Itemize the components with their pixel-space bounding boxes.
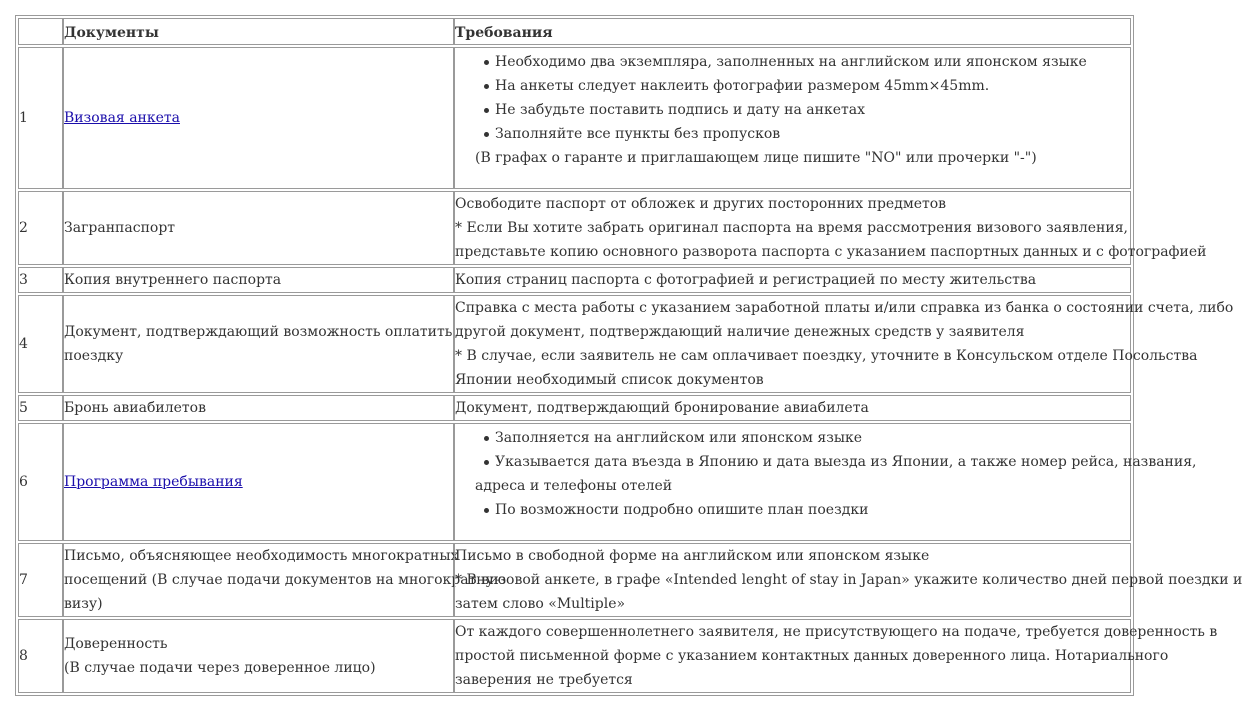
document-name: Письмо, объясняющее необходимость многократных bbox=[64, 548, 459, 564]
document-name: Доверенность bbox=[64, 636, 168, 652]
row-number: 5 bbox=[19, 400, 28, 416]
row-7-req-cell bbox=[454, 543, 1242, 617]
row-6-req-cell bbox=[454, 423, 1197, 541]
document-name: поездку bbox=[64, 348, 124, 364]
row-1-num-cell bbox=[18, 47, 63, 189]
header-requirements: Требования bbox=[455, 25, 553, 41]
bullet-icon bbox=[484, 508, 489, 513]
row-6-num-cell bbox=[18, 423, 63, 541]
list-item: Указывается дата въезда в Японию и дата выезда из Японии, а также номер рейса, названия, bbox=[495, 454, 1197, 470]
requirement-text: Документ, подтверждающий бронирование авиабилета bbox=[455, 400, 869, 416]
row-8-req-cell bbox=[454, 619, 1218, 693]
row-8-num-cell bbox=[18, 619, 63, 693]
row-number: 1 bbox=[19, 110, 28, 126]
requirement-text: Освободите паспорт от обложек и других посторонних предметов bbox=[455, 196, 947, 212]
list-item: На анкеты следует наклеить фотографии размером 45mm×45mm. bbox=[495, 78, 990, 94]
header-num-cell bbox=[18, 18, 63, 45]
document-name: (В случае подачи через доверенное лицо) bbox=[64, 660, 376, 676]
bullet-icon bbox=[484, 108, 489, 113]
list-item: Заполняется на английском или японском языке bbox=[495, 430, 863, 446]
requirement-text: Копия страниц паспорта с фотографией и регистрацией по месту жительства bbox=[455, 272, 1037, 288]
row-1-doc-cell bbox=[63, 47, 454, 189]
row-4-num-cell bbox=[18, 295, 63, 393]
requirement-text: * В визовой анкете, в графе «Intended lenght of stay in Japan» укажите количество дней первой поездки и bbox=[455, 572, 1242, 588]
row-8-doc-cell bbox=[63, 619, 454, 693]
requirement-text: простой письменной форме с указанием контактных данных доверенного лица. Нотариального bbox=[455, 648, 1169, 664]
row-5-doc-cell bbox=[63, 395, 454, 421]
requirement-text: * В случае, если заявитель не сам оплачивает поездку, уточните в Консульском отделе Посольства bbox=[455, 348, 1198, 364]
list-item: По возможности подробно опишите план поездки bbox=[495, 502, 869, 518]
row-number: 8 bbox=[19, 648, 28, 664]
bullet-icon bbox=[484, 132, 489, 137]
list-item: Не забудьте поставить подпись и дату на анкетах bbox=[495, 102, 866, 118]
requirement-text: * Если Вы хотите забрать оригинал паспорта на время рассмотрения визового заявления, bbox=[455, 220, 1128, 236]
stay-program-link[interactable]: Программа пребывания bbox=[64, 474, 243, 490]
document-name: визу) bbox=[64, 596, 103, 612]
list-item: Необходимо два экземпляра, заполненных на английском или японском языке bbox=[495, 54, 1087, 70]
requirement-text: Письмо в свободной форме на английском или японском языке bbox=[455, 548, 930, 564]
requirement-text: Японии необходимый список документов bbox=[455, 372, 764, 388]
row-2-doc-cell bbox=[63, 191, 454, 265]
requirement-text: Справка с места работы с указанием заработной платы и/или справка из банка о состоянии счета, либо bbox=[455, 300, 1234, 316]
bullet-icon bbox=[484, 84, 489, 89]
header-documents: Документы bbox=[64, 25, 159, 41]
visa-application-link[interactable]: Визовая анкета bbox=[64, 110, 180, 126]
document-name: Копия внутреннего паспорта bbox=[64, 272, 282, 288]
requirement-text: затем слово «Multiple» bbox=[455, 596, 626, 612]
document-table bbox=[15, 15, 1242, 696]
row-number: 2 bbox=[19, 220, 28, 236]
list-item-continuation: адреса и телефоны отелей bbox=[475, 478, 673, 494]
row-1-req-cell bbox=[454, 47, 1131, 189]
note-text: (В графах о гаранте и приглашающем лице пишите "NO" или прочерки "-") bbox=[475, 150, 1037, 166]
document-name: Бронь авиабилетов bbox=[64, 400, 206, 416]
row-7-num-cell bbox=[18, 543, 63, 617]
row-number: 4 bbox=[19, 336, 28, 352]
header-documents-cell bbox=[63, 18, 454, 45]
bullet-icon bbox=[484, 460, 489, 465]
row-number: 6 bbox=[19, 474, 28, 490]
document-name: Загранпаспорт bbox=[64, 220, 176, 236]
requirement-text: другой документ, подтверждающий наличие денежных средств у заявителя bbox=[455, 324, 1025, 340]
row-3-req-cell bbox=[454, 267, 1131, 293]
row-5-num-cell bbox=[18, 395, 63, 421]
row-2-req-cell bbox=[454, 191, 1207, 265]
document-name: Документ, подтверждающий возможность оплатить bbox=[64, 324, 453, 340]
row-7-doc-cell bbox=[63, 543, 507, 617]
bullet-icon bbox=[484, 60, 489, 65]
bullet-icon bbox=[484, 436, 489, 441]
row-4-doc-cell bbox=[63, 295, 454, 393]
row-2-num-cell bbox=[18, 191, 63, 265]
document-name: посещений (В случае подачи документов на многократную bbox=[64, 572, 507, 588]
row-3-doc-cell bbox=[63, 267, 454, 293]
row-4-req-cell bbox=[454, 295, 1234, 393]
requirement-text: заверения не требуется bbox=[455, 672, 633, 688]
header-requirements-cell bbox=[454, 18, 1131, 45]
row-5-req-cell bbox=[454, 395, 1131, 421]
row-6-doc-cell bbox=[63, 423, 454, 541]
list-item: Заполняйте все пункты без пропусков bbox=[495, 126, 781, 142]
row-number: 3 bbox=[19, 272, 28, 288]
row-number: 7 bbox=[19, 572, 28, 588]
requirement-text: От каждого совершеннолетнего заявителя, не присутствующего на подаче, требуется доверенность в bbox=[455, 624, 1218, 640]
row-3-num-cell bbox=[18, 267, 63, 293]
requirement-text: представьте копию основного разворота паспорта с указанием паспортных данных и с фотографией bbox=[455, 244, 1207, 260]
